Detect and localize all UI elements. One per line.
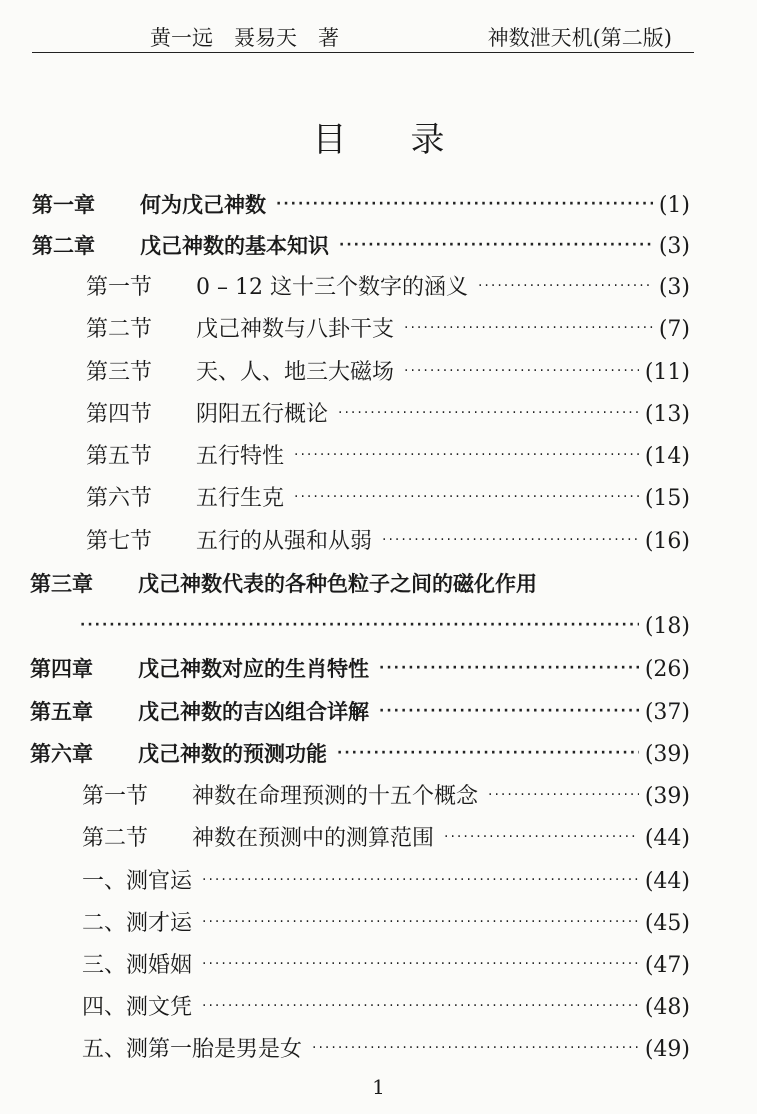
toc-entry-section[interactable]: [82, 779, 690, 815]
header-authors: 黄一远 聂易天 著: [150, 26, 339, 50]
toc-entry-item[interactable]: [82, 948, 690, 984]
toc-entry-section[interactable]: [86, 355, 690, 391]
entry-page: (7): [658, 317, 690, 342]
entry-title: 戊己神数的基本知识: [140, 234, 329, 258]
toc-entry-chapter-3[interactable]: [30, 566, 690, 602]
entry-page: (26): [644, 657, 690, 682]
entry-label: 第五节: [86, 444, 153, 469]
page-number: 1: [372, 1075, 385, 1099]
entry-title: 四、测文凭: [82, 995, 193, 1020]
entry-title: 神数在预测中的测算范围: [192, 826, 435, 851]
entry-page: (39): [644, 742, 690, 767]
entry-title: 五、测第一胎是男是女: [82, 1037, 303, 1062]
entry-page: (47): [644, 953, 690, 978]
toc-entry-section[interactable]: [86, 270, 690, 306]
entry-title: 戊己神数对应的生肖特性: [138, 657, 369, 681]
toc-entry-item[interactable]: [82, 1032, 690, 1068]
leader-dots: [379, 651, 639, 686]
entry-title: 五行特性: [196, 444, 285, 469]
leader-dots: [338, 397, 639, 431]
entry-label: 第二节: [86, 317, 153, 342]
leader-dots: [488, 779, 639, 813]
entry-title: 何为戊己神数: [140, 193, 266, 217]
entry-page: (3): [658, 275, 690, 300]
entry-page: (44): [644, 826, 690, 851]
entry-page: (45): [644, 911, 690, 936]
entry-label: 第四节: [86, 402, 153, 427]
entry-title: 五行的从强和从弱: [196, 529, 373, 554]
leader-dots: [404, 355, 639, 389]
entry-label: 第七节: [86, 529, 153, 554]
toc-entry-section[interactable]: [86, 312, 690, 348]
entry-title: 五行生克: [196, 486, 285, 511]
toc-entry-chapter-1[interactable]: [32, 187, 690, 223]
entry-page: (13): [644, 402, 690, 427]
leader-dots: [312, 1032, 639, 1066]
leader-dots: [379, 694, 639, 729]
entry-title: 戊己神数的预测功能: [138, 742, 327, 766]
entry-title: 戊己神数的吉凶组合详解: [138, 700, 369, 724]
entry-label: 第四章: [30, 657, 93, 681]
leader-dots: [294, 439, 639, 473]
running-header: [32, 18, 694, 53]
entry-label: 第一节: [82, 784, 149, 809]
entry-page: (37): [644, 700, 690, 725]
toc-entry-chapter-3-continuation[interactable]: [80, 609, 690, 645]
entry-title: 一、测官运: [82, 869, 193, 894]
leader-dots: [276, 187, 653, 222]
entry-title: 戊己神数代表的各种色粒子之间的磁化作用: [138, 572, 537, 596]
toc-entry-item[interactable]: [82, 990, 690, 1026]
entry-label: 第三节: [86, 360, 153, 385]
toc-entry-section[interactable]: [86, 481, 690, 517]
leader-dots: [478, 270, 653, 304]
entry-label: 第六章: [30, 742, 93, 766]
toc-entry-section[interactable]: [86, 524, 690, 560]
toc-entry-item[interactable]: [82, 906, 690, 942]
leader-dots: [80, 609, 639, 643]
header-book-title: 神数泄天机(第二版): [487, 26, 672, 50]
entry-page: (18): [644, 614, 690, 639]
entry-title: 三、测婚姻: [82, 953, 193, 978]
entry-title: 天、人、地三大磁场: [196, 360, 395, 385]
leader-dots: [339, 228, 653, 263]
toc-entry-chapter-5[interactable]: [30, 694, 690, 730]
entry-title: 戊己神数与八卦干支: [196, 317, 395, 342]
entry-label: 第五章: [30, 700, 93, 724]
toc-entry-chapter-6[interactable]: [30, 736, 690, 772]
entry-title: 0 – 12 这十三个数字的涵义: [196, 275, 468, 300]
entry-page: (1): [658, 193, 690, 218]
leader-dots: [404, 312, 653, 346]
leader-dots: [202, 906, 639, 940]
entry-label: 第一节: [86, 275, 153, 300]
entry-page: (16): [644, 529, 690, 554]
entry-page: (15): [644, 486, 690, 511]
toc-entry-section[interactable]: [86, 397, 690, 433]
entry-title: 神数在命理预测的十五个概念: [192, 784, 479, 809]
toc-title: 目录: [312, 120, 509, 160]
leader-dots: [382, 524, 639, 558]
entry-page: (11): [644, 360, 690, 385]
entry-label: 第三章: [30, 572, 93, 596]
toc-entry-item[interactable]: [82, 864, 690, 900]
entry-page: (49): [644, 1037, 690, 1062]
toc-entry-chapter-4[interactable]: [30, 651, 690, 687]
entry-label: 第二章: [32, 234, 95, 258]
leader-dots: [444, 821, 639, 855]
toc-entry-chapter-2[interactable]: [32, 228, 690, 264]
leader-dots: [202, 990, 639, 1024]
leader-dots: [202, 948, 639, 982]
leader-dots: [202, 864, 639, 898]
entry-title: 阴阳五行概论: [196, 402, 329, 427]
toc-entry-section[interactable]: [86, 439, 690, 475]
entry-title: 二、测才运: [82, 911, 193, 936]
entry-page: (44): [644, 869, 690, 894]
entry-label: 第二节: [82, 826, 149, 851]
leader-dots: [294, 481, 639, 515]
entry-page: (39): [644, 784, 690, 809]
entry-page: (48): [644, 995, 690, 1020]
entry-label: 第一章: [32, 193, 95, 217]
entry-label: 第六节: [86, 486, 153, 511]
leader-dots: [337, 736, 639, 771]
entry-page: (14): [644, 444, 690, 469]
toc-entry-section[interactable]: [82, 821, 690, 857]
entry-page: (3): [658, 234, 690, 259]
